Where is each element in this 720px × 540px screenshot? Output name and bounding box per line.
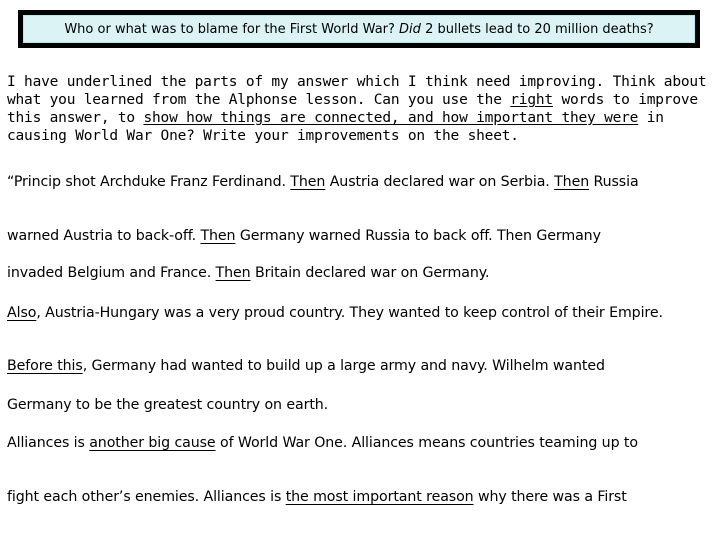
answer-text: why there was a First — [473, 489, 627, 505]
answer-text: warned Austria to back-off. — [7, 228, 201, 244]
answer-paragraph-2 — [7, 229, 713, 244]
underlined-phrase: Then — [290, 174, 326, 190]
underlined-phrase: show how things are connected, and how important they were — [143, 110, 639, 126]
instructions-segment: in causing World War One? Write your improvements on the sheet. — [7, 110, 664, 144]
answer-paragraph-8 — [7, 490, 713, 505]
answer-text: Austria declared war on Serbia. — [325, 174, 555, 190]
title-part-1: Who or what was to blame for the First World War? — [64, 21, 395, 37]
underlined-phrase: Then — [554, 174, 590, 190]
underlined-phrase: Also — [7, 305, 37, 321]
instructions-text — [7, 73, 715, 145]
answer-text: Russia — [589, 174, 639, 190]
answer-text: invaded Belgium and France. — [7, 265, 216, 281]
answer-paragraph-1 — [7, 175, 713, 190]
title-emphasis: Did — [399, 21, 421, 37]
underlined-phrase: Before this — [7, 358, 83, 374]
answer-text: Germany warned Russia to back off. Then Germany — [235, 228, 601, 244]
answer-paragraph-5 — [7, 359, 713, 374]
title-text — [23, 15, 695, 43]
answer-text: fight each other’s enemies. Alliances is — [7, 489, 286, 505]
underlined-phrase: Then — [200, 228, 236, 244]
answer-paragraph-7 — [7, 436, 713, 451]
answer-text: “Princip shot Archduke Franz Ferdinand. — [7, 174, 291, 190]
answer-paragraph-6 — [7, 398, 713, 413]
answer-text: Alliances is — [7, 435, 90, 451]
instructions-segment: I have underlined the parts of my answer which I think need improving. Think about what you learned from the Alphonse lesson. Can you use the — [7, 74, 707, 108]
underlined-phrase: the most important reason — [285, 489, 474, 505]
instructions-segment: words to improve this answer, to — [7, 92, 698, 126]
answer-text: , Austria-Hungary was a very proud country. They wanted to keep control of their Empire. — [36, 305, 663, 321]
answer-text: Germany to be the greatest country on earth. — [7, 397, 329, 413]
underlined-phrase: another big cause — [89, 435, 216, 451]
title-banner — [18, 10, 700, 48]
answer-paragraph-4 — [7, 306, 713, 321]
answer-text: , Germany had wanted to build up a large army and navy. Wilhelm wanted — [82, 358, 605, 374]
answer-text: of World War One. Alliances means countries teaming up to — [215, 435, 638, 451]
title-part-2: 2 bullets lead to 20 million deaths? — [425, 21, 654, 37]
answer-paragraph-3 — [7, 266, 713, 281]
underlined-phrase: right — [510, 92, 553, 108]
answer-text: Britain declared war on Germany. — [250, 265, 490, 281]
underlined-phrase: Then — [215, 265, 251, 281]
